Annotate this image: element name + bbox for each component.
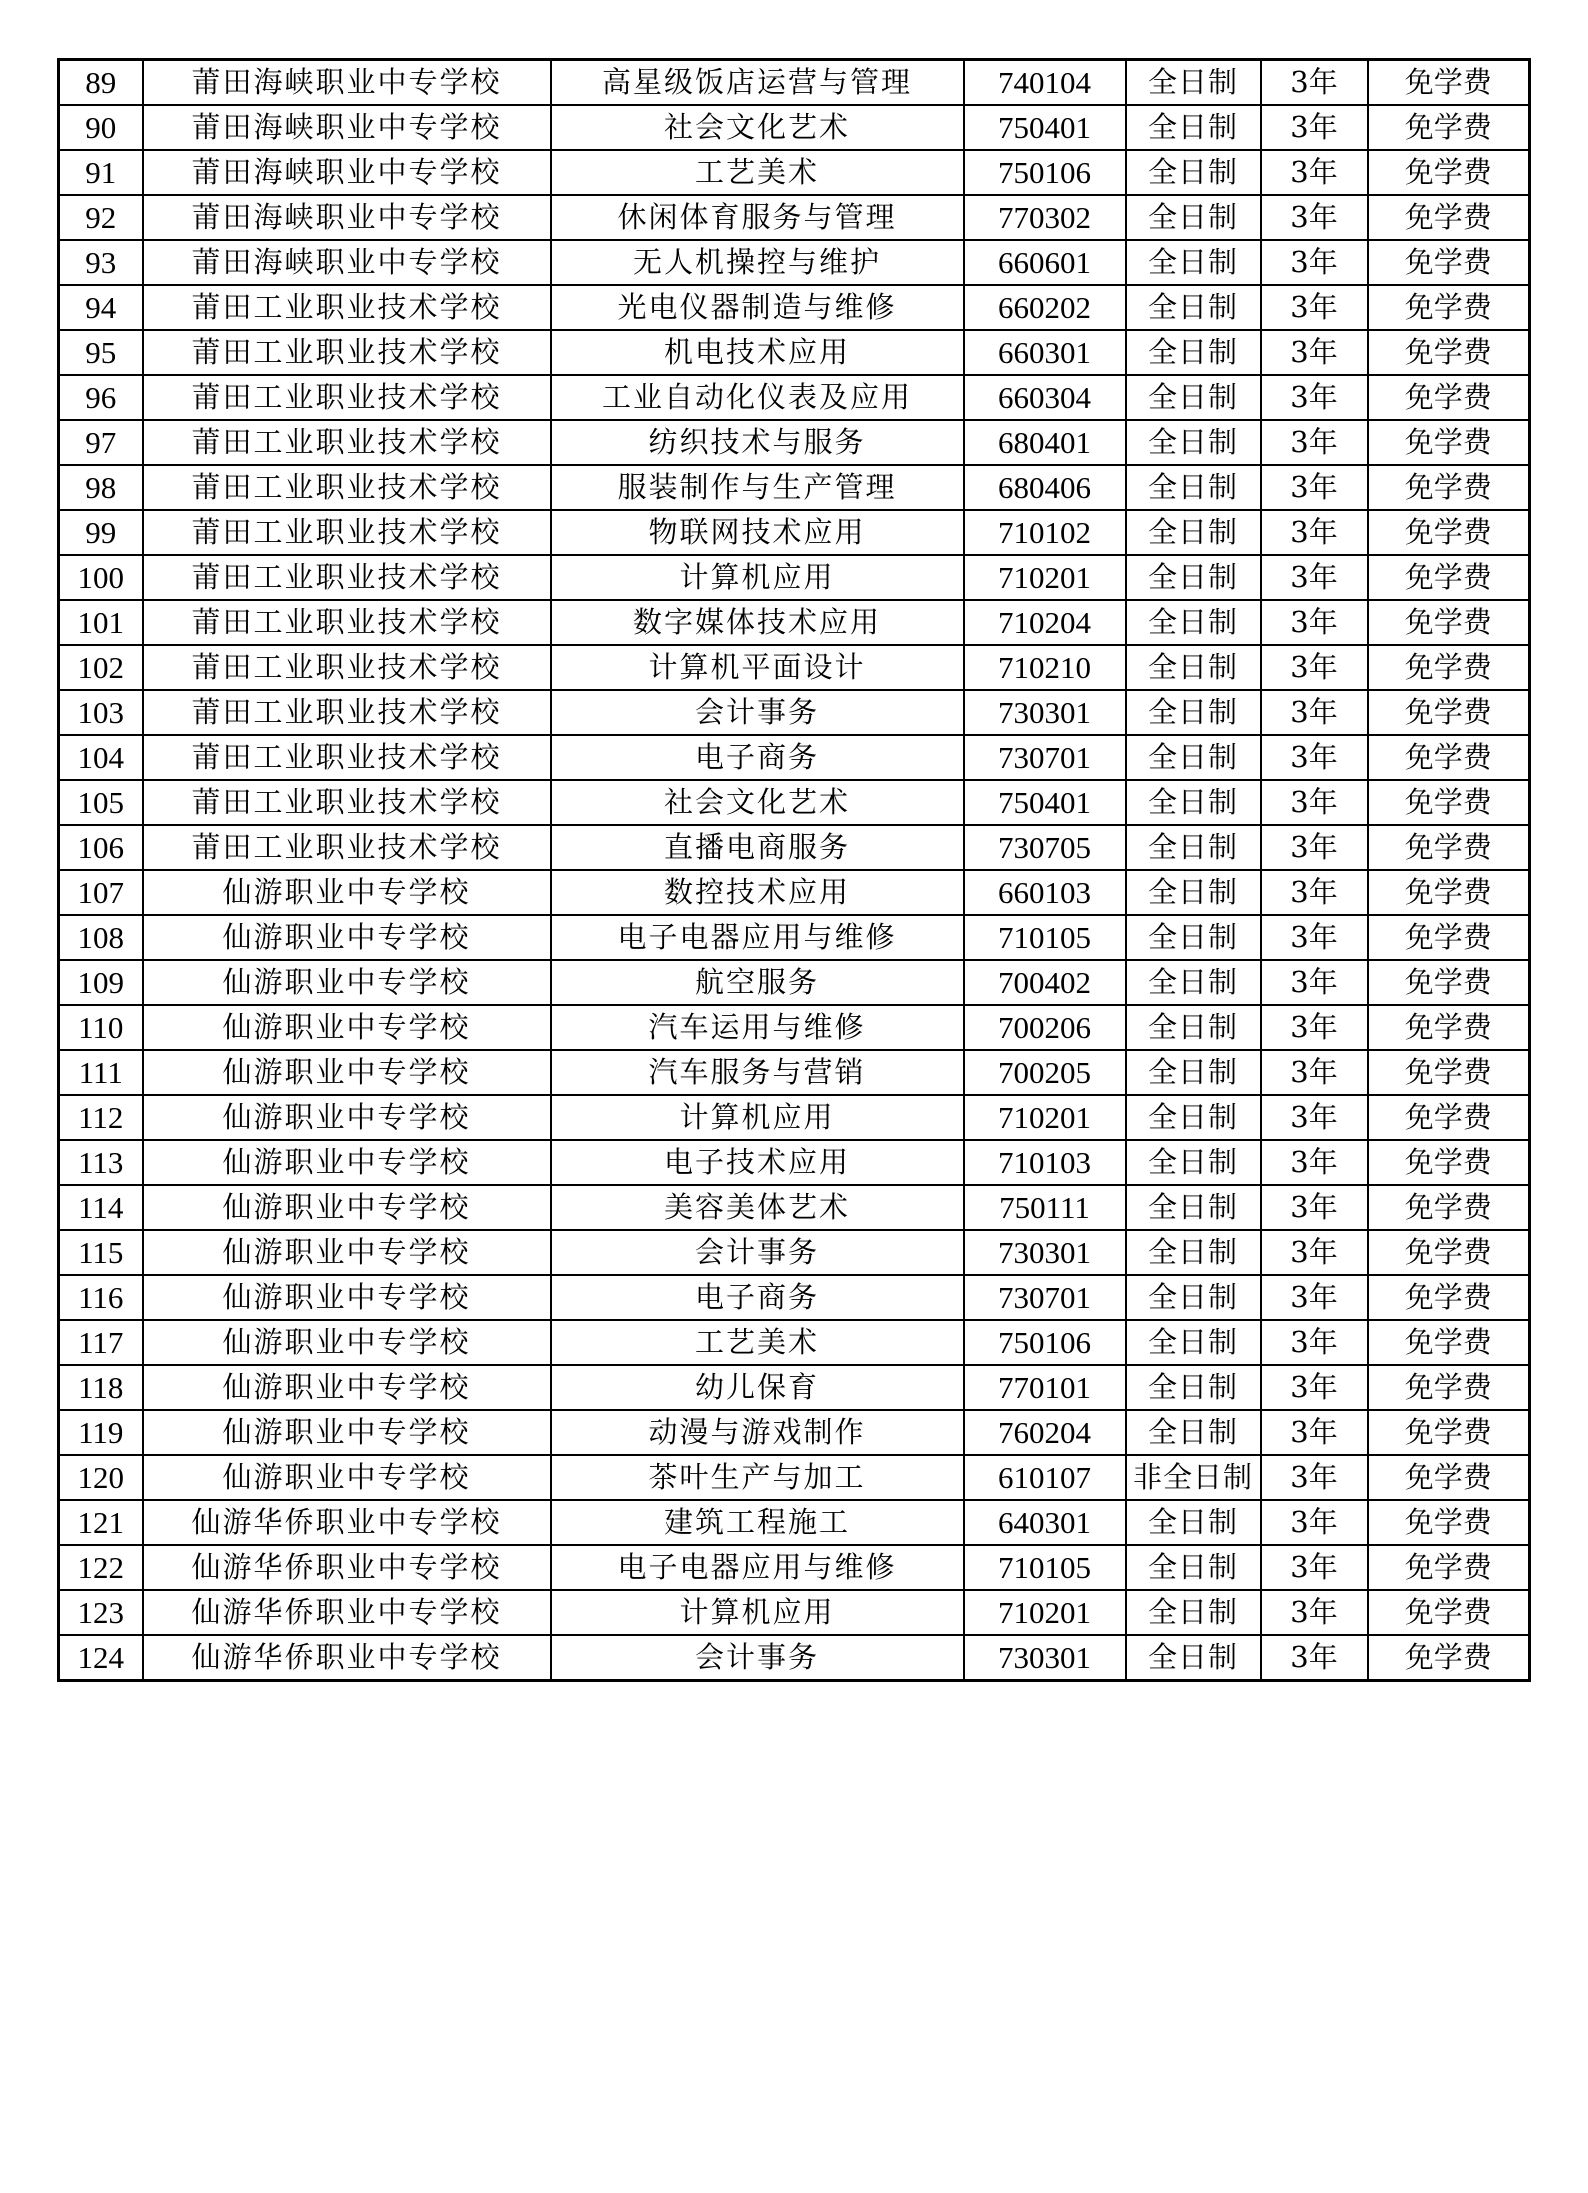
tuition-cell: 免学费 xyxy=(1368,240,1530,285)
duration-cell: 3年 xyxy=(1261,420,1368,465)
school-name-cell: 仙游华侨职业中专学校 xyxy=(143,1500,551,1545)
study-mode-cell: 全日制 xyxy=(1126,960,1261,1005)
tuition-cell: 免学费 xyxy=(1368,1500,1530,1545)
table-row xyxy=(59,1185,1530,1230)
table-row xyxy=(59,735,1530,780)
major-name-cell: 纺织技术与服务 xyxy=(551,420,964,465)
major-code-cell: 770302 xyxy=(964,195,1126,240)
table-row xyxy=(59,600,1530,645)
school-name-cell: 仙游职业中专学校 xyxy=(143,1185,551,1230)
table-row xyxy=(59,1230,1530,1275)
study-mode-cell: 全日制 xyxy=(1126,330,1261,375)
duration-cell: 3年 xyxy=(1261,330,1368,375)
study-mode-cell: 全日制 xyxy=(1126,1410,1261,1455)
major-name-cell: 动漫与游戏制作 xyxy=(551,1410,964,1455)
major-name-cell: 直播电商服务 xyxy=(551,825,964,870)
table-row xyxy=(59,60,1530,106)
study-mode-cell: 全日制 xyxy=(1126,1005,1261,1050)
major-name-cell: 无人机操控与维护 xyxy=(551,240,964,285)
row-number-cell: 121 xyxy=(59,1500,143,1545)
duration-cell: 3年 xyxy=(1261,465,1368,510)
row-number-cell: 107 xyxy=(59,870,143,915)
major-code-cell: 660601 xyxy=(964,240,1126,285)
school-name-cell: 莆田海峡职业中专学校 xyxy=(143,60,551,106)
study-mode-cell: 全日制 xyxy=(1126,285,1261,330)
duration-cell: 3年 xyxy=(1261,600,1368,645)
study-mode-cell: 全日制 xyxy=(1126,555,1261,600)
major-name-cell: 社会文化艺术 xyxy=(551,105,964,150)
tuition-cell: 免学费 xyxy=(1368,465,1530,510)
tuition-cell: 免学费 xyxy=(1368,1185,1530,1230)
school-name-cell: 莆田工业职业技术学校 xyxy=(143,510,551,555)
tuition-cell: 免学费 xyxy=(1368,600,1530,645)
row-number-cell: 99 xyxy=(59,510,143,555)
table-row xyxy=(59,150,1530,195)
row-number-cell: 114 xyxy=(59,1185,143,1230)
major-name-cell: 电子商务 xyxy=(551,735,964,780)
major-name-cell: 建筑工程施工 xyxy=(551,1500,964,1545)
study-mode-cell: 全日制 xyxy=(1126,195,1261,240)
table-row xyxy=(59,1455,1530,1500)
study-mode-cell: 全日制 xyxy=(1126,735,1261,780)
row-number-cell: 104 xyxy=(59,735,143,780)
row-number-cell: 102 xyxy=(59,645,143,690)
table-row xyxy=(59,1545,1530,1590)
school-name-cell: 莆田海峡职业中专学校 xyxy=(143,150,551,195)
school-name-cell: 莆田海峡职业中专学校 xyxy=(143,105,551,150)
school-name-cell: 仙游职业中专学校 xyxy=(143,1050,551,1095)
school-name-cell: 仙游职业中专学校 xyxy=(143,1410,551,1455)
school-name-cell: 莆田工业职业技术学校 xyxy=(143,420,551,465)
table-row xyxy=(59,1320,1530,1365)
tuition-cell: 免学费 xyxy=(1368,1005,1530,1050)
tuition-cell: 免学费 xyxy=(1368,780,1530,825)
study-mode-cell: 全日制 xyxy=(1126,1185,1261,1230)
duration-cell: 3年 xyxy=(1261,690,1368,735)
table-row xyxy=(59,240,1530,285)
study-mode-cell: 全日制 xyxy=(1126,105,1261,150)
table-row xyxy=(59,105,1530,150)
row-number-cell: 100 xyxy=(59,555,143,600)
duration-cell: 3年 xyxy=(1261,735,1368,780)
table-body xyxy=(59,60,1530,1681)
table-row xyxy=(59,195,1530,240)
row-number-cell: 105 xyxy=(59,780,143,825)
major-code-cell: 700206 xyxy=(964,1005,1126,1050)
major-name-cell: 计算机应用 xyxy=(551,1095,964,1140)
table-row xyxy=(59,510,1530,555)
school-name-cell: 仙游职业中专学校 xyxy=(143,1275,551,1320)
tuition-cell: 免学费 xyxy=(1368,1320,1530,1365)
row-number-cell: 115 xyxy=(59,1230,143,1275)
tuition-cell: 免学费 xyxy=(1368,825,1530,870)
tuition-cell: 免学费 xyxy=(1368,870,1530,915)
table-row xyxy=(59,870,1530,915)
major-name-cell: 工艺美术 xyxy=(551,150,964,195)
tuition-cell: 免学费 xyxy=(1368,1050,1530,1095)
tuition-cell: 免学费 xyxy=(1368,1545,1530,1590)
row-number-cell: 90 xyxy=(59,105,143,150)
row-number-cell: 96 xyxy=(59,375,143,420)
school-name-cell: 仙游职业中专学校 xyxy=(143,1095,551,1140)
row-number-cell: 92 xyxy=(59,195,143,240)
table-row xyxy=(59,960,1530,1005)
major-name-cell: 汽车服务与营销 xyxy=(551,1050,964,1095)
school-name-cell: 莆田工业职业技术学校 xyxy=(143,285,551,330)
study-mode-cell: 全日制 xyxy=(1126,870,1261,915)
study-mode-cell: 全日制 xyxy=(1126,690,1261,735)
study-mode-cell: 全日制 xyxy=(1126,645,1261,690)
major-code-cell: 660301 xyxy=(964,330,1126,375)
table-row xyxy=(59,420,1530,465)
major-name-cell: 数控技术应用 xyxy=(551,870,964,915)
tuition-cell: 免学费 xyxy=(1368,960,1530,1005)
duration-cell: 3年 xyxy=(1261,1320,1368,1365)
study-mode-cell: 全日制 xyxy=(1126,600,1261,645)
major-code-cell: 750106 xyxy=(964,150,1126,195)
row-number-cell: 108 xyxy=(59,915,143,960)
major-name-cell: 会计事务 xyxy=(551,1635,964,1681)
tuition-cell: 免学费 xyxy=(1368,555,1530,600)
duration-cell: 3年 xyxy=(1261,1275,1368,1320)
row-number-cell: 98 xyxy=(59,465,143,510)
major-name-cell: 会计事务 xyxy=(551,690,964,735)
school-name-cell: 仙游职业中专学校 xyxy=(143,870,551,915)
tuition-cell: 免学费 xyxy=(1368,330,1530,375)
major-code-cell: 710102 xyxy=(964,510,1126,555)
tuition-cell: 免学费 xyxy=(1368,375,1530,420)
tuition-cell: 免学费 xyxy=(1368,1455,1530,1500)
table-row xyxy=(59,1140,1530,1185)
duration-cell: 3年 xyxy=(1261,645,1368,690)
tuition-cell: 免学费 xyxy=(1368,1095,1530,1140)
major-code-cell: 750401 xyxy=(964,105,1126,150)
row-number-cell: 117 xyxy=(59,1320,143,1365)
row-number-cell: 113 xyxy=(59,1140,143,1185)
study-mode-cell: 全日制 xyxy=(1126,420,1261,465)
study-mode-cell: 全日制 xyxy=(1126,1050,1261,1095)
table-row xyxy=(59,1590,1530,1635)
tuition-cell: 免学费 xyxy=(1368,735,1530,780)
table-row xyxy=(59,1095,1530,1140)
major-name-cell: 工艺美术 xyxy=(551,1320,964,1365)
table-row xyxy=(59,1500,1530,1545)
major-code-cell: 730701 xyxy=(964,1275,1126,1320)
major-code-cell: 750111 xyxy=(964,1185,1126,1230)
major-code-cell: 750106 xyxy=(964,1320,1126,1365)
duration-cell: 3年 xyxy=(1261,1545,1368,1590)
tuition-cell: 免学费 xyxy=(1368,1365,1530,1410)
major-name-cell: 工业自动化仪表及应用 xyxy=(551,375,964,420)
study-mode-cell: 全日制 xyxy=(1126,1275,1261,1320)
row-number-cell: 122 xyxy=(59,1545,143,1590)
study-mode-cell: 全日制 xyxy=(1126,1545,1261,1590)
study-mode-cell: 全日制 xyxy=(1126,1365,1261,1410)
duration-cell: 3年 xyxy=(1261,510,1368,555)
row-number-cell: 111 xyxy=(59,1050,143,1095)
duration-cell: 3年 xyxy=(1261,105,1368,150)
duration-cell: 3年 xyxy=(1261,1410,1368,1455)
major-code-cell: 730301 xyxy=(964,1635,1126,1681)
major-code-cell: 710201 xyxy=(964,555,1126,600)
school-name-cell: 仙游职业中专学校 xyxy=(143,1365,551,1410)
table-row xyxy=(59,1005,1530,1050)
row-number-cell: 91 xyxy=(59,150,143,195)
major-name-cell: 计算机应用 xyxy=(551,1590,964,1635)
major-code-cell: 640301 xyxy=(964,1500,1126,1545)
table-row xyxy=(59,375,1530,420)
major-code-cell: 730705 xyxy=(964,825,1126,870)
school-name-cell: 莆田工业职业技术学校 xyxy=(143,375,551,420)
study-mode-cell: 全日制 xyxy=(1126,915,1261,960)
row-number-cell: 89 xyxy=(59,60,143,106)
duration-cell: 3年 xyxy=(1261,1455,1368,1500)
duration-cell: 3年 xyxy=(1261,1050,1368,1095)
duration-cell: 3年 xyxy=(1261,1635,1368,1681)
table-row xyxy=(59,1635,1530,1681)
major-code-cell: 710210 xyxy=(964,645,1126,690)
school-name-cell: 仙游华侨职业中专学校 xyxy=(143,1590,551,1635)
major-name-cell: 茶叶生产与加工 xyxy=(551,1455,964,1500)
table-row xyxy=(59,780,1530,825)
major-name-cell: 社会文化艺术 xyxy=(551,780,964,825)
school-name-cell: 仙游职业中专学校 xyxy=(143,1455,551,1500)
major-code-cell: 680401 xyxy=(964,420,1126,465)
row-number-cell: 97 xyxy=(59,420,143,465)
duration-cell: 3年 xyxy=(1261,960,1368,1005)
table-row xyxy=(59,555,1530,600)
row-number-cell: 106 xyxy=(59,825,143,870)
study-mode-cell: 全日制 xyxy=(1126,1095,1261,1140)
major-code-cell: 710201 xyxy=(964,1590,1126,1635)
school-name-cell: 仙游职业中专学校 xyxy=(143,1140,551,1185)
major-name-cell: 数字媒体技术应用 xyxy=(551,600,964,645)
tuition-cell: 免学费 xyxy=(1368,420,1530,465)
major-name-cell: 物联网技术应用 xyxy=(551,510,964,555)
row-number-cell: 123 xyxy=(59,1590,143,1635)
study-mode-cell: 全日制 xyxy=(1126,1500,1261,1545)
major-name-cell: 服装制作与生产管理 xyxy=(551,465,964,510)
study-mode-cell: 全日制 xyxy=(1126,465,1261,510)
study-mode-cell: 全日制 xyxy=(1126,780,1261,825)
duration-cell: 3年 xyxy=(1261,1230,1368,1275)
duration-cell: 3年 xyxy=(1261,1005,1368,1050)
major-name-cell: 计算机平面设计 xyxy=(551,645,964,690)
tuition-cell: 免学费 xyxy=(1368,150,1530,195)
tuition-cell: 免学费 xyxy=(1368,1590,1530,1635)
duration-cell: 3年 xyxy=(1261,1365,1368,1410)
major-name-cell: 机电技术应用 xyxy=(551,330,964,375)
duration-cell: 3年 xyxy=(1261,1185,1368,1230)
row-number-cell: 95 xyxy=(59,330,143,375)
tuition-cell: 免学费 xyxy=(1368,1275,1530,1320)
major-name-cell: 航空服务 xyxy=(551,960,964,1005)
table-row xyxy=(59,825,1530,870)
duration-cell: 3年 xyxy=(1261,375,1368,420)
duration-cell: 3年 xyxy=(1261,60,1368,106)
major-name-cell: 幼儿保育 xyxy=(551,1365,964,1410)
school-name-cell: 莆田工业职业技术学校 xyxy=(143,780,551,825)
school-name-cell: 莆田工业职业技术学校 xyxy=(143,825,551,870)
table-row xyxy=(59,1050,1530,1095)
school-name-cell: 仙游职业中专学校 xyxy=(143,1005,551,1050)
study-mode-cell: 全日制 xyxy=(1126,1320,1261,1365)
table-row xyxy=(59,915,1530,960)
major-code-cell: 740104 xyxy=(964,60,1126,106)
duration-cell: 3年 xyxy=(1261,285,1368,330)
table-row xyxy=(59,690,1530,735)
row-number-cell: 93 xyxy=(59,240,143,285)
school-name-cell: 莆田工业职业技术学校 xyxy=(143,465,551,510)
tuition-cell: 免学费 xyxy=(1368,195,1530,240)
major-code-cell: 710103 xyxy=(964,1140,1126,1185)
school-name-cell: 莆田工业职业技术学校 xyxy=(143,690,551,735)
row-number-cell: 94 xyxy=(59,285,143,330)
enrollment-table xyxy=(57,58,1531,1682)
study-mode-cell: 全日制 xyxy=(1126,240,1261,285)
row-number-cell: 119 xyxy=(59,1410,143,1455)
major-code-cell: 730301 xyxy=(964,690,1126,735)
row-number-cell: 110 xyxy=(59,1005,143,1050)
tuition-cell: 免学费 xyxy=(1368,690,1530,735)
major-code-cell: 710201 xyxy=(964,1095,1126,1140)
study-mode-cell: 全日制 xyxy=(1126,1230,1261,1275)
study-mode-cell: 全日制 xyxy=(1126,510,1261,555)
major-code-cell: 660103 xyxy=(964,870,1126,915)
row-number-cell: 101 xyxy=(59,600,143,645)
table-row xyxy=(59,1365,1530,1410)
tuition-cell: 免学费 xyxy=(1368,105,1530,150)
duration-cell: 3年 xyxy=(1261,555,1368,600)
major-code-cell: 610107 xyxy=(964,1455,1126,1500)
row-number-cell: 109 xyxy=(59,960,143,1005)
tuition-cell: 免学费 xyxy=(1368,1635,1530,1681)
duration-cell: 3年 xyxy=(1261,240,1368,285)
table-row xyxy=(59,1410,1530,1455)
major-name-cell: 高星级饭店运营与管理 xyxy=(551,60,964,106)
major-name-cell: 计算机应用 xyxy=(551,555,964,600)
row-number-cell: 103 xyxy=(59,690,143,735)
tuition-cell: 免学费 xyxy=(1368,285,1530,330)
study-mode-cell: 全日制 xyxy=(1126,375,1261,420)
tuition-cell: 免学费 xyxy=(1368,1230,1530,1275)
major-name-cell: 光电仪器制造与维修 xyxy=(551,285,964,330)
school-name-cell: 莆田海峡职业中专学校 xyxy=(143,195,551,240)
tuition-cell: 免学费 xyxy=(1368,60,1530,106)
duration-cell: 3年 xyxy=(1261,780,1368,825)
school-name-cell: 莆田工业职业技术学校 xyxy=(143,645,551,690)
row-number-cell: 112 xyxy=(59,1095,143,1140)
major-code-cell: 710105 xyxy=(964,1545,1126,1590)
school-name-cell: 仙游华侨职业中专学校 xyxy=(143,1545,551,1590)
table-row xyxy=(59,285,1530,330)
major-code-cell: 730701 xyxy=(964,735,1126,780)
major-code-cell: 760204 xyxy=(964,1410,1126,1455)
major-code-cell: 730301 xyxy=(964,1230,1126,1275)
tuition-cell: 免学费 xyxy=(1368,915,1530,960)
major-code-cell: 680406 xyxy=(964,465,1126,510)
duration-cell: 3年 xyxy=(1261,1140,1368,1185)
major-name-cell: 电子电器应用与维修 xyxy=(551,1545,964,1590)
table-row xyxy=(59,330,1530,375)
major-name-cell: 汽车运用与维修 xyxy=(551,1005,964,1050)
major-code-cell: 660202 xyxy=(964,285,1126,330)
school-name-cell: 仙游职业中专学校 xyxy=(143,1320,551,1365)
study-mode-cell: 全日制 xyxy=(1126,150,1261,195)
study-mode-cell: 非全日制 xyxy=(1126,1455,1261,1500)
study-mode-cell: 全日制 xyxy=(1126,1590,1261,1635)
school-name-cell: 莆田工业职业技术学校 xyxy=(143,735,551,780)
school-name-cell: 仙游职业中专学校 xyxy=(143,1230,551,1275)
duration-cell: 3年 xyxy=(1261,150,1368,195)
school-name-cell: 仙游华侨职业中专学校 xyxy=(143,1635,551,1681)
major-code-cell: 750401 xyxy=(964,780,1126,825)
row-number-cell: 116 xyxy=(59,1275,143,1320)
study-mode-cell: 全日制 xyxy=(1126,60,1261,106)
duration-cell: 3年 xyxy=(1261,195,1368,240)
tuition-cell: 免学费 xyxy=(1368,510,1530,555)
school-name-cell: 莆田工业职业技术学校 xyxy=(143,330,551,375)
table-row xyxy=(59,465,1530,510)
duration-cell: 3年 xyxy=(1261,1500,1368,1545)
row-number-cell: 120 xyxy=(59,1455,143,1500)
school-name-cell: 莆田工业职业技术学校 xyxy=(143,555,551,600)
school-name-cell: 仙游职业中专学校 xyxy=(143,915,551,960)
major-code-cell: 700205 xyxy=(964,1050,1126,1095)
school-name-cell: 莆田海峡职业中专学校 xyxy=(143,240,551,285)
duration-cell: 3年 xyxy=(1261,825,1368,870)
school-name-cell: 莆田工业职业技术学校 xyxy=(143,600,551,645)
duration-cell: 3年 xyxy=(1261,870,1368,915)
tuition-cell: 免学费 xyxy=(1368,1410,1530,1455)
major-name-cell: 休闲体育服务与管理 xyxy=(551,195,964,240)
major-name-cell: 美容美体艺术 xyxy=(551,1185,964,1230)
major-code-cell: 700402 xyxy=(964,960,1126,1005)
study-mode-cell: 全日制 xyxy=(1126,825,1261,870)
duration-cell: 3年 xyxy=(1261,1590,1368,1635)
major-name-cell: 电子技术应用 xyxy=(551,1140,964,1185)
school-name-cell: 仙游职业中专学校 xyxy=(143,960,551,1005)
duration-cell: 3年 xyxy=(1261,1095,1368,1140)
row-number-cell: 124 xyxy=(59,1635,143,1681)
row-number-cell: 118 xyxy=(59,1365,143,1410)
major-code-cell: 710204 xyxy=(964,600,1126,645)
major-code-cell: 710105 xyxy=(964,915,1126,960)
study-mode-cell: 全日制 xyxy=(1126,1140,1261,1185)
study-mode-cell: 全日制 xyxy=(1126,1635,1261,1681)
table-row xyxy=(59,645,1530,690)
duration-cell: 3年 xyxy=(1261,915,1368,960)
major-name-cell: 会计事务 xyxy=(551,1230,964,1275)
major-code-cell: 660304 xyxy=(964,375,1126,420)
tuition-cell: 免学费 xyxy=(1368,1140,1530,1185)
table-row xyxy=(59,1275,1530,1320)
major-code-cell: 770101 xyxy=(964,1365,1126,1410)
tuition-cell: 免学费 xyxy=(1368,645,1530,690)
major-name-cell: 电子商务 xyxy=(551,1275,964,1320)
major-name-cell: 电子电器应用与维修 xyxy=(551,915,964,960)
